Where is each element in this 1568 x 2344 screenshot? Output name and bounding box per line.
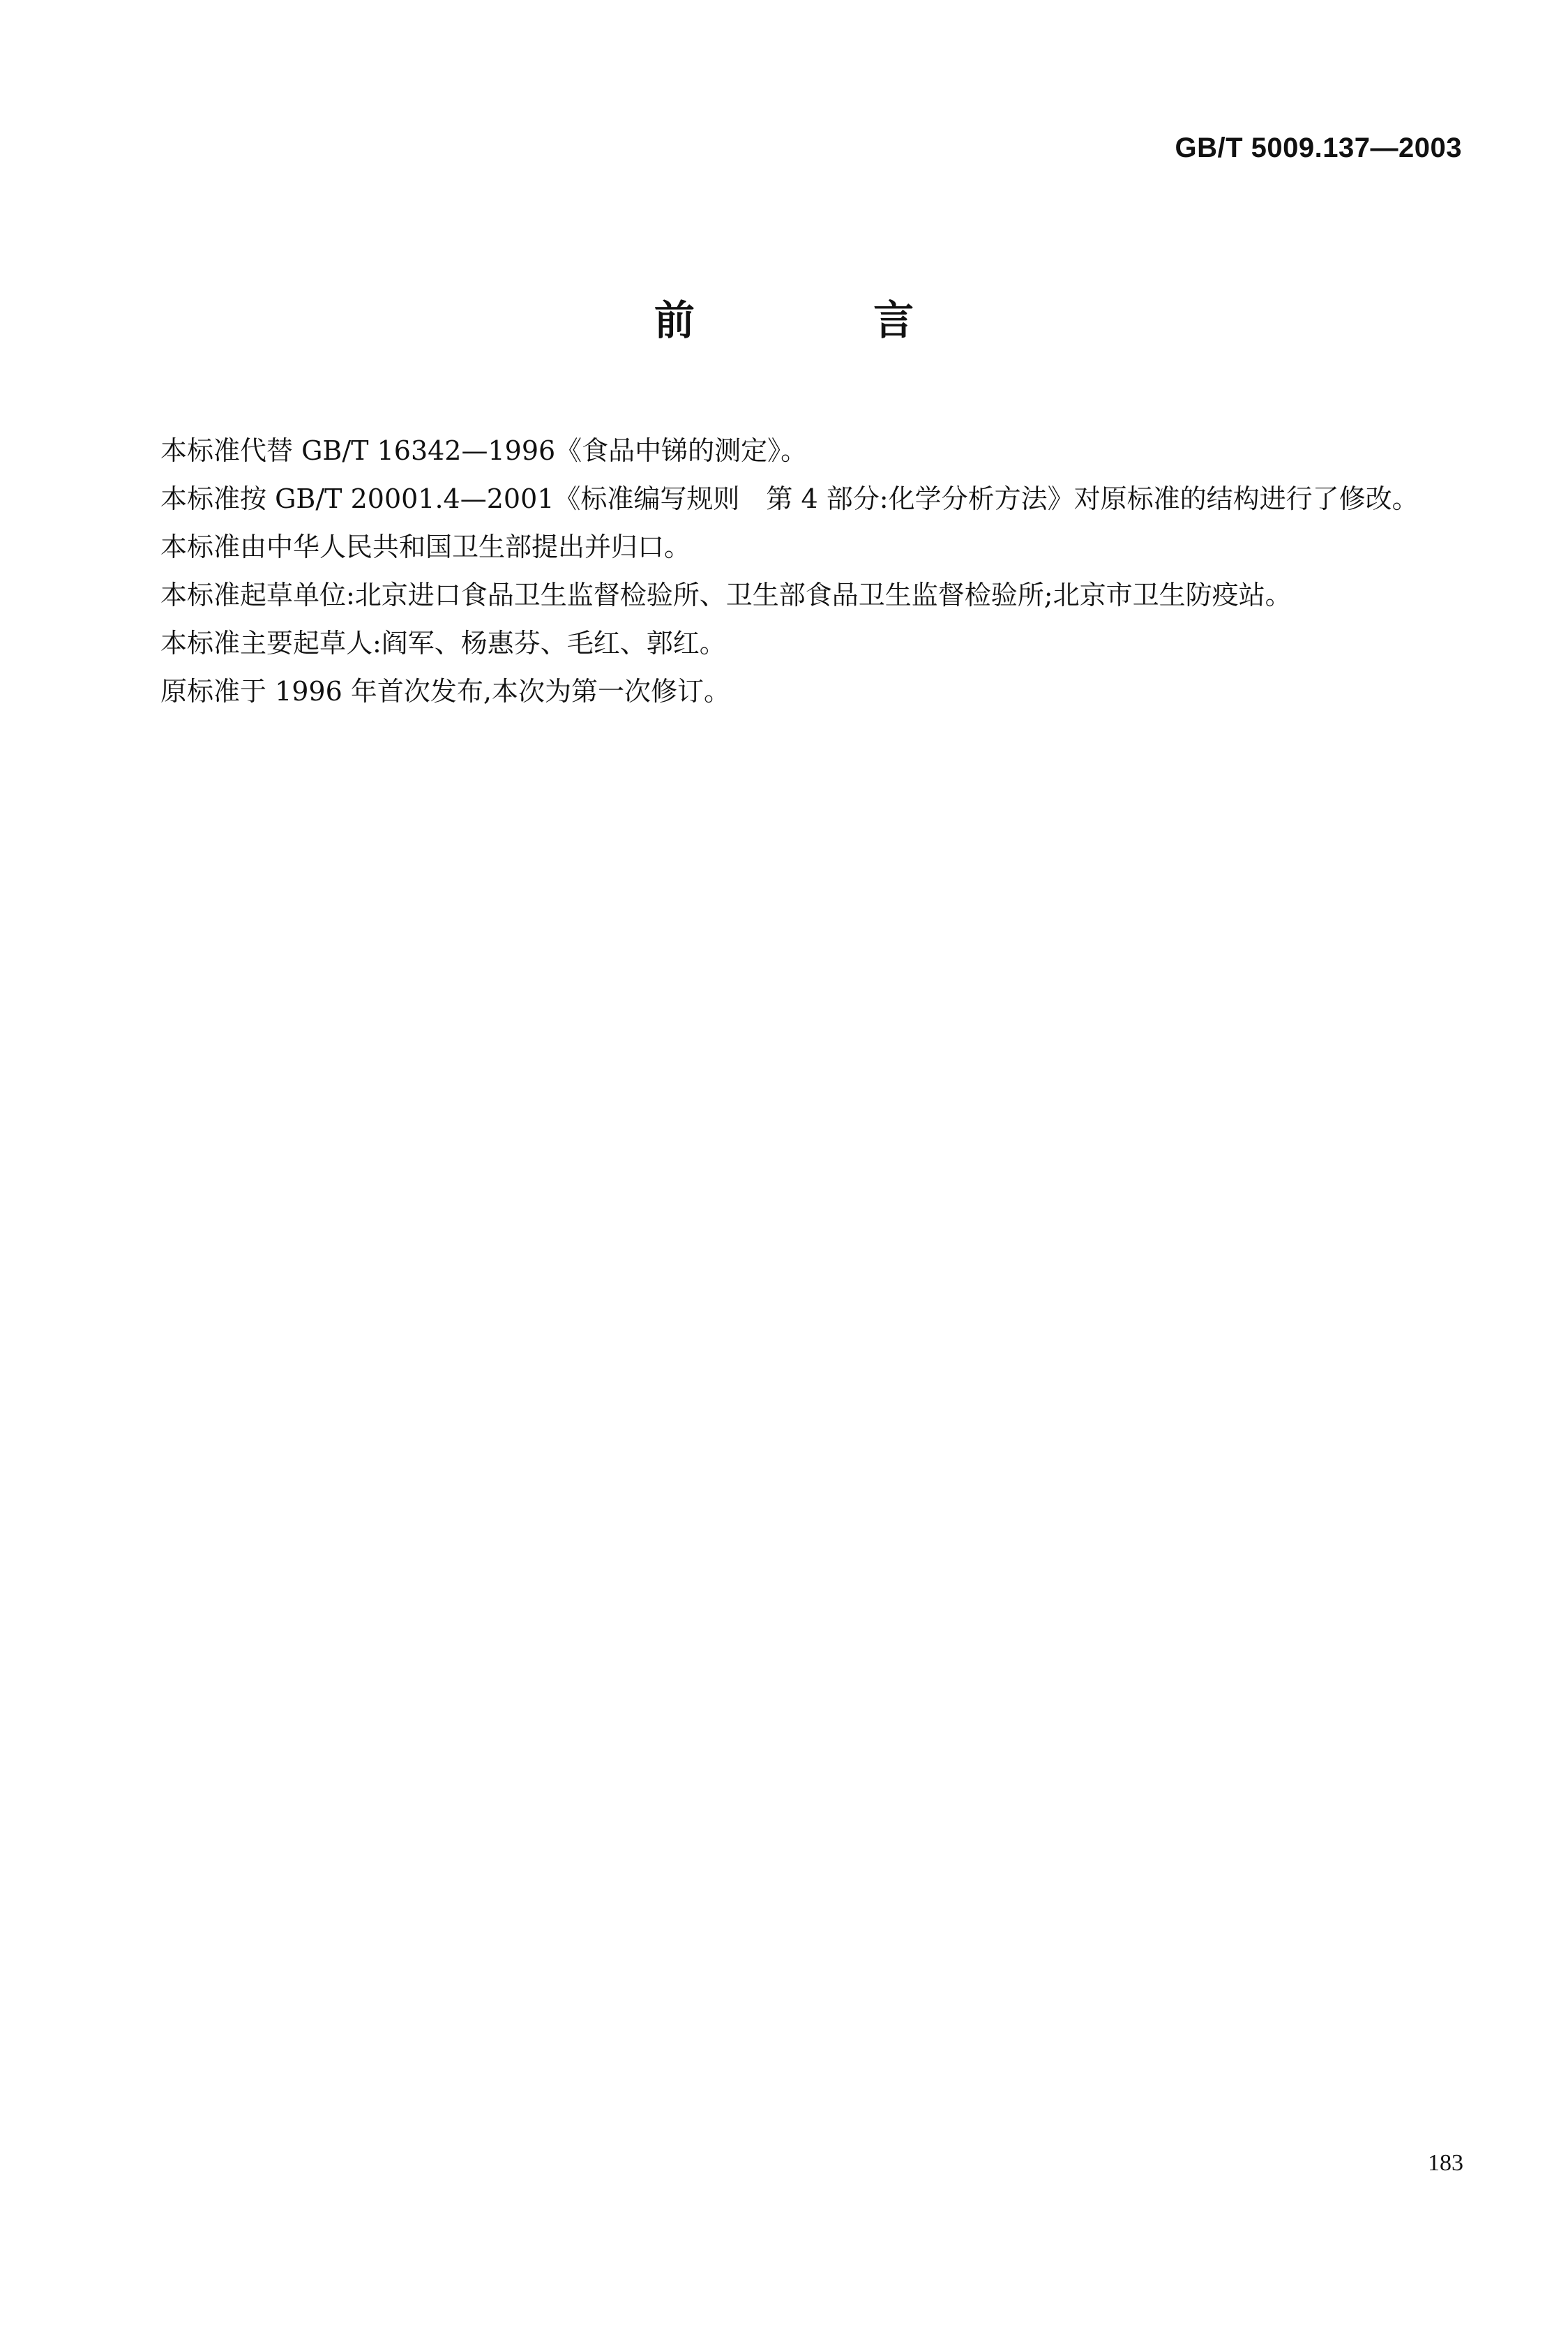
page-number: 183 — [1428, 2150, 1463, 2176]
paragraph-replaces: 本标准代替 GB/T 16342—1996《食品中锑的测定》。 — [160, 435, 808, 466]
paragraph-drafters: 本标准主要起草人:阎军、杨惠芬、毛红、郭红。 — [160, 628, 726, 659]
foreword-body — [82, 427, 1470, 716]
paragraph-structure-revision: 本标准按 GB/T 20001.4—2001《标准编写规则 第 4 部分:化学分析方法》对原标准的结构进行了修改。 — [160, 483, 1419, 514]
paragraph-drafting-units: 本标准起草单位:北京进口食品卫生监督检验所、卫生部食品卫生监督检验所;北京市卫生防疫站。 — [160, 580, 1292, 610]
standard-code: GB/T 5009.137—2003 — [1175, 133, 1462, 163]
paragraph-proposer: 本标准由中华人民共和国卫生部提出并归口。 — [160, 532, 691, 562]
page-title: 前 言 — [654, 296, 997, 344]
paragraph-history: 原标准于 1996 年首次发布,本次为第一次修订。 — [160, 676, 730, 707]
